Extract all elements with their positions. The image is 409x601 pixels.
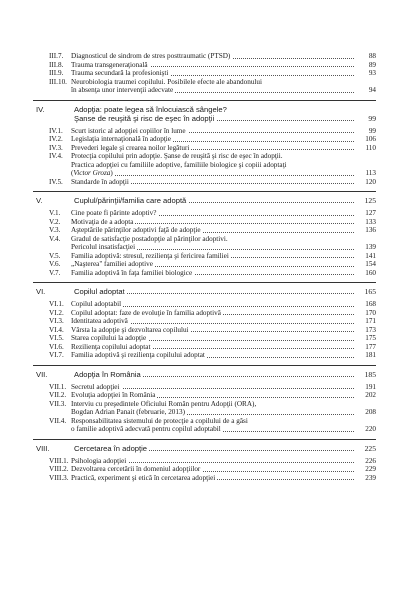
entry-page: 171: [365, 317, 376, 325]
section-number: V.: [36, 196, 43, 205]
entry-number: IV.5.: [49, 177, 63, 186]
entry-page: 94: [368, 86, 376, 94]
entry-title-line: în absenţa unor intervenţii adecvate: [71, 86, 174, 94]
entry-title-line: Gradul de satisfacţie postadopţie al părinţilor adoptivi.: [71, 234, 228, 243]
entry-page: 154: [365, 260, 376, 268]
entry-title-line: Practica adopţiei cu familiile adoptive, familiile biologice şi copiii adoptaţi: [71, 160, 287, 169]
entry-title: Scurt istoric al adopţiei copiilor în lume: [71, 126, 186, 135]
entry-number: VI.7.: [49, 351, 64, 359]
entry-page: 160: [365, 268, 376, 277]
entry-page: 173: [365, 325, 376, 334]
entry-title: Familia adoptivă în faţa familiei biologice: [71, 268, 193, 277]
section-number: VIII.: [36, 443, 50, 453]
toc-entry: [33, 52, 376, 61]
toc-entry: [33, 400, 376, 417]
toc-entry: [33, 269, 376, 278]
section-divider: [33, 191, 376, 192]
toc-entry: [33, 226, 376, 235]
entry-number: VII.1.: [49, 382, 67, 391]
entry-title: Vârsta la adopţie şi dezvoltarea copilului: [71, 325, 189, 334]
toc-entry: [33, 300, 376, 309]
entry-number: VI.1.: [49, 300, 64, 308]
entry-number: VI.4.: [49, 325, 64, 334]
entry-title: Dezvoltarea cercetării în domeniul adopţiilor: [71, 465, 201, 473]
toc-entry: [33, 69, 376, 78]
toc-entry: [33, 317, 376, 326]
entry-number: V.2.: [49, 217, 61, 226]
toc-entry: [33, 309, 376, 318]
entry-page: 136: [365, 226, 376, 234]
section-divider: [33, 100, 376, 101]
entry-title: „Naşterea" familiei adoptive: [71, 260, 153, 268]
entry-title: Cine poate fi părinte adoptiv?: [71, 209, 157, 217]
entry-title: Motivaţia de a adopta: [71, 217, 134, 226]
section-page: 225: [364, 443, 376, 453]
entry-title: Evoluţia adopţiei în România: [71, 391, 156, 399]
entry-page: 220: [365, 425, 376, 433]
entry-title: Rezilienţa copilului adoptat: [71, 342, 151, 351]
entry-number: V.5.: [49, 251, 61, 260]
entry-number: V.6.: [49, 260, 61, 268]
entry-number: III.10.: [49, 77, 67, 86]
section-heading: [33, 370, 376, 379]
toc-entry: [33, 78, 376, 95]
entry-title: Prevederi legale şi crearea noilor legături: [71, 143, 190, 152]
toc-entry: [33, 209, 376, 218]
entry-number: III.9.: [49, 69, 64, 77]
entry-title: Secretul adopţiei: [71, 382, 120, 391]
section-title: Adopţia în România: [74, 369, 141, 379]
toc-entry: [33, 383, 376, 392]
entry-number: VII.4.: [49, 416, 67, 425]
section-page: 125: [364, 196, 376, 205]
entry-page: 202: [365, 391, 376, 399]
entry-title: Aşteptările părinţilor adoptivi faţă de adopţie: [71, 226, 201, 234]
entry-page: 226: [365, 456, 376, 465]
section-heading: [33, 105, 376, 123]
entry-page: 208: [365, 408, 376, 416]
section-number: IV.: [36, 104, 45, 114]
entry-number: VIII.1.: [49, 456, 69, 465]
entry-title: Familia adoptivă: stresul, rezilienţa şi fericirea familiei: [71, 251, 229, 260]
entry-title-line: Bogdan Adrian Panait (februarie, 2013): [71, 408, 185, 416]
section-divider: [33, 282, 376, 283]
entry-number: IV.3.: [49, 143, 63, 152]
section-title-line: Şanse de reuşită şi risc de eşec în adopţii: [74, 113, 215, 123]
section-divider: [33, 439, 376, 440]
toc-entry: [33, 417, 376, 434]
entry-page: 239: [365, 473, 376, 482]
entry-title: Practică, experiment şi etică în cercetarea adopţiei: [71, 473, 216, 482]
section-divider: [33, 365, 376, 366]
toc-entry: [33, 457, 376, 466]
entry-page: 170: [365, 308, 376, 317]
toc-entry: [33, 465, 376, 474]
toc-entry: [33, 334, 376, 343]
entry-page: 191: [365, 382, 376, 391]
entry-page: 89: [368, 60, 376, 69]
toc-entry: [33, 135, 376, 144]
entry-number: VI.6.: [49, 342, 64, 351]
entry-page: 133: [365, 217, 376, 226]
entry-page: 139: [365, 243, 376, 251]
entry-number: VI.2.: [49, 308, 64, 317]
entry-title-line: o familie adoptivă adecvată pentru copilul adoptabil: [71, 425, 221, 433]
section-heading: [33, 444, 376, 453]
entry-page: 88: [368, 52, 376, 60]
table-of-contents: [33, 52, 376, 482]
entry-page: 110: [365, 143, 376, 152]
toc-entry: [33, 61, 376, 70]
entry-page: 127: [365, 209, 376, 217]
toc-entry: [33, 178, 376, 187]
section-title-line: Adopţia: poate legea să înlocuiască sângele?: [74, 104, 227, 114]
section-page: 185: [364, 369, 376, 379]
toc-entry: [33, 351, 376, 360]
entry-page: 93: [368, 69, 376, 77]
entry-number: V.7.: [49, 268, 61, 277]
entry-title-line: Pericolul insatisfacţiei: [71, 243, 136, 251]
entry-number: V.1.: [49, 209, 61, 217]
entry-title-line: Responsabilitatea sistemului de protecţie a copilului de a găsi: [71, 416, 248, 425]
toc-entry: [33, 235, 376, 252]
entry-title: Familia adoptivă şi rezilienţa copilului adoptat: [71, 351, 205, 359]
entry-number: V.3.: [49, 226, 61, 234]
entry-title: Legislaţia internaţională în adopţie: [71, 135, 171, 143]
entry-title: Trauma secundară la profesionişti: [71, 69, 169, 77]
toc-entry: [33, 343, 376, 352]
toc-entry: [33, 144, 376, 153]
entry-number: IV.1.: [49, 126, 63, 135]
entry-title-line: Protecţia copilului prin adopţie. Şanse de reuşită şi risc de eşec în adopţii.: [71, 152, 283, 160]
toc-entry: [33, 474, 376, 483]
section-title: Copilul adoptat: [74, 287, 125, 296]
toc-entry: [33, 152, 376, 178]
entry-number: IV.2.: [49, 135, 63, 143]
entry-title: Starea copilului la adopţie: [71, 334, 147, 342]
entry-page: 141: [365, 251, 376, 260]
entry-title: Trauma transgeneraţională: [71, 60, 148, 69]
entry-page: 181: [365, 351, 376, 359]
section-title: Cuplul/părinţii/familia care adoptă: [74, 196, 187, 205]
section-number: VI.: [36, 287, 46, 296]
entry-number: VII.3.: [49, 399, 67, 408]
entry-number: III.7.: [49, 52, 64, 60]
toc-entry: [33, 127, 376, 136]
section-title: Cercetarea în adopţie: [74, 443, 148, 453]
entry-number: VII.2.: [49, 391, 67, 399]
toc-entry: [33, 326, 376, 335]
entry-title: Copilul adoptat: faze de evoluţie în familia adoptivă: [71, 308, 221, 317]
entry-title: Identitatea adoptivă: [71, 317, 128, 325]
entry-page: 177: [365, 342, 376, 351]
entry-number: VIII.2.: [49, 465, 69, 473]
entry-title: Copilul adoptabil: [71, 300, 122, 308]
toc-entry: [33, 260, 376, 269]
author-name: Victor Groza: [73, 169, 111, 177]
section-page: 165: [364, 287, 376, 296]
section-heading: [33, 196, 376, 205]
entry-number: III.8.: [49, 60, 64, 69]
entry-number: VIII.3.: [49, 473, 69, 482]
entry-title-line: (Victor Groza): [71, 169, 113, 177]
toc-entry: [33, 252, 376, 261]
toc-entry: [33, 391, 376, 400]
entry-page: 229: [365, 465, 376, 473]
entry-page: 99: [368, 126, 376, 135]
section-page: 99: [368, 113, 376, 123]
toc-entry: [33, 218, 376, 227]
section-number: VII.: [36, 369, 48, 379]
section-heading: [33, 287, 376, 296]
entry-number: IV.4.: [49, 152, 63, 160]
entry-title: Psihologia adopţiei: [71, 456, 127, 465]
entry-page: 113: [365, 169, 376, 177]
entry-number: V.4.: [49, 234, 61, 243]
entry-page: 168: [365, 300, 376, 308]
entry-title: Diagnosticul de sindrom de stres posttraumatic (PTSD): [71, 52, 231, 60]
entry-title-line: Interviu cu preşedintele Oficiului Român pentru Adopţii (ORA),: [71, 399, 257, 408]
entry-page: 175: [365, 334, 376, 342]
entry-number: VI.5.: [49, 334, 64, 342]
entry-page: 120: [365, 177, 376, 186]
entry-title-line: Neurobiologia traumei copilului. Posibilele efecte ale abandonului: [71, 77, 263, 86]
entry-number: VI.3.: [49, 317, 64, 325]
entry-page: 106: [365, 135, 376, 143]
entry-title: Standarde în adopţii: [71, 177, 129, 186]
